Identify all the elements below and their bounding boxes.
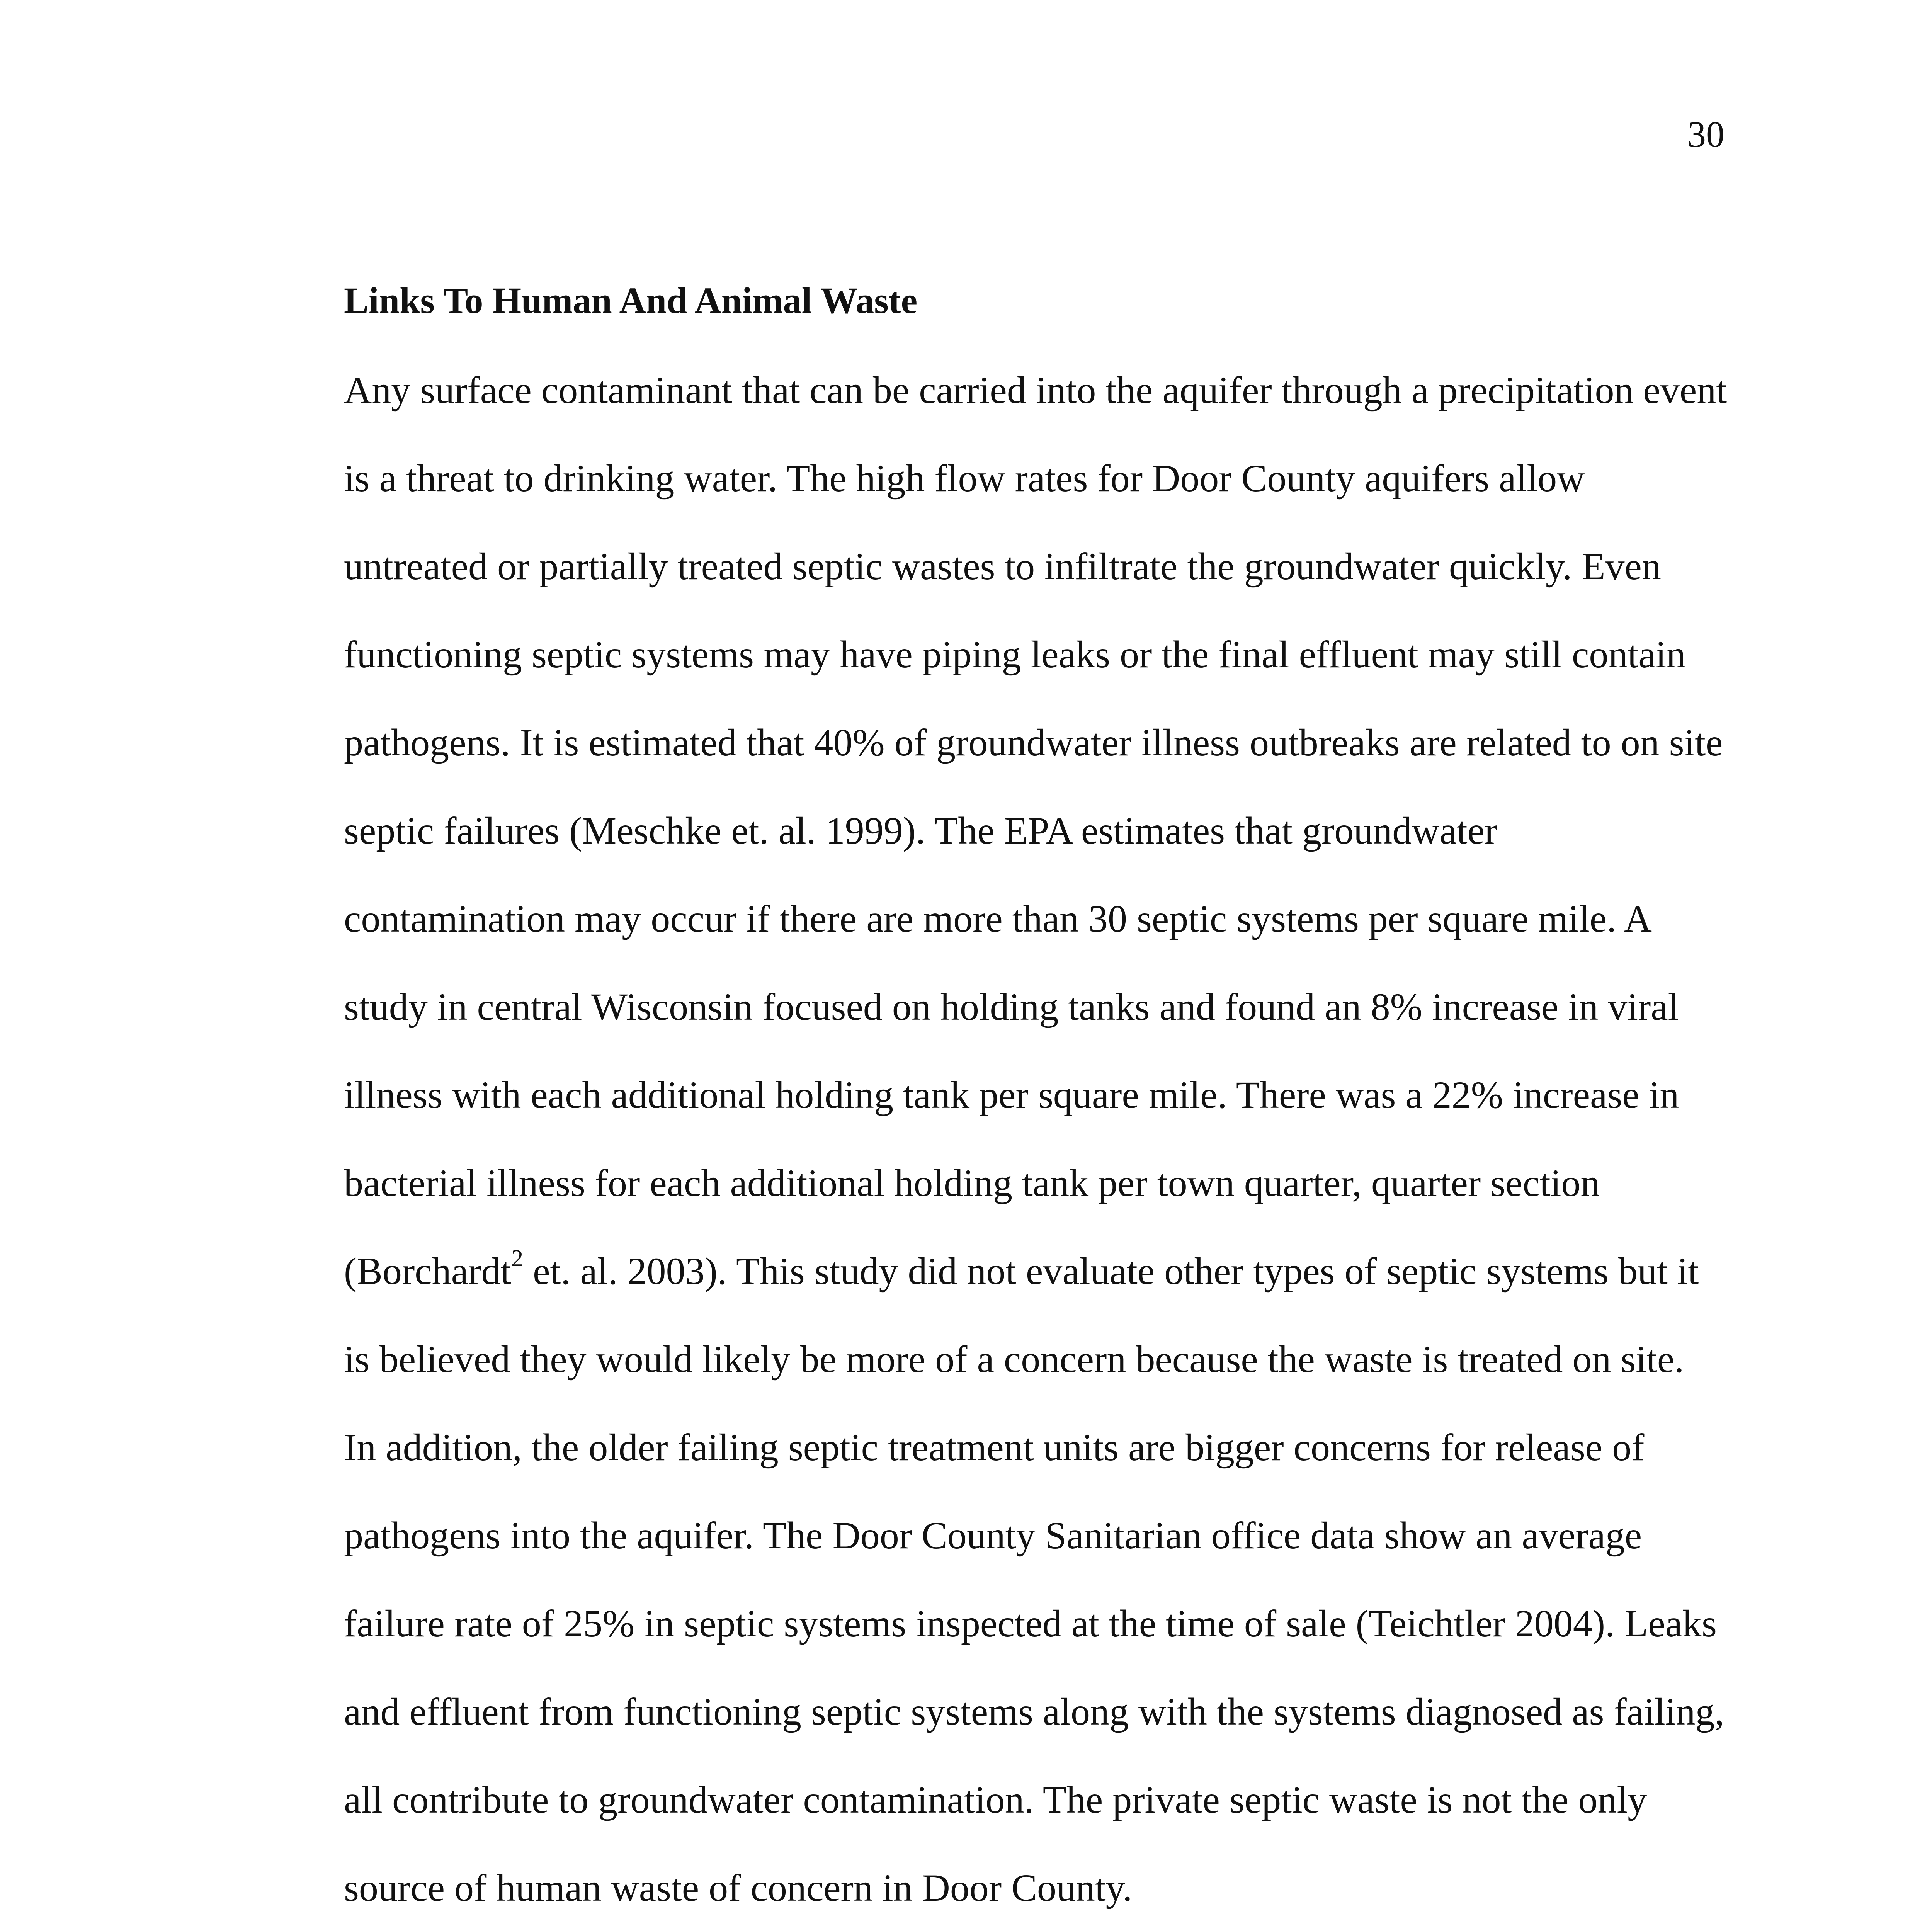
text-line: is a threat to drinking water. The high flow rates for Door County aquifers allow (344, 457, 1585, 500)
page-number: 30 (1687, 114, 1725, 155)
text-line: contamination may occur if there are more than 30 septic systems per square mile. A (344, 897, 1652, 940)
text-line: failure rate of 25% in septic systems inspected at the time of sale (Teichtler 2004). Leaks (344, 1602, 1717, 1645)
text-line: functioning septic systems may have piping leaks or the final effluent may still contain (344, 633, 1686, 676)
text-line: In addition, the older failing septic treatment units are bigger concerns for release of (344, 1426, 1645, 1469)
text-line: illness with each additional holding tank per square mile. There was a 22% increase in (344, 1073, 1679, 1116)
text-line: is believed they would likely be more of a concern because the waste is treated on site. (344, 1338, 1684, 1381)
text-line: pathogens into the aquifer. The Door County Sanitarian office data show an average (344, 1514, 1642, 1557)
section-heading: Links To Human And Animal Waste (344, 280, 918, 321)
text-line: untreated or partially treated septic wastes to infiltrate the groundwater quickly. Even (344, 545, 1661, 588)
text-line: source of human waste of concern in Door County. (344, 1866, 1133, 1909)
text-line: bacterial illness for each additional holding tank per town quarter, quarter section (344, 1162, 1600, 1204)
page-content (344, 270, 1731, 1932)
citation-text: (Borchardt (344, 1250, 512, 1293)
text-line: Any surface contaminant that can be carried into the aquifer through a precipitation event (344, 369, 1727, 412)
text-line: study in central Wisconsin focused on holding tanks and found an 8% increase in viral (344, 985, 1679, 1028)
text-line-with-citation (344, 1227, 1731, 1315)
text-line: all contribute to groundwater contamination. The private septic waste is not the only (344, 1778, 1647, 1821)
citation-continuation: et. al. 2003). This study did not evaluate other types of septic systems but it (523, 1250, 1699, 1293)
paragraph-1 (344, 346, 1731, 1932)
text-line: and effluent from functioning septic systems along with the systems diagnosed as failing, (344, 1690, 1725, 1733)
text-line: septic failures (Meschke et. al. 1999). The EPA estimates that groundwater (344, 809, 1498, 852)
text-line: pathogens. It is estimated that 40% of groundwater illness outbreaks are related to on site (344, 721, 1723, 764)
footnote-superscript: 2 (511, 1245, 524, 1272)
